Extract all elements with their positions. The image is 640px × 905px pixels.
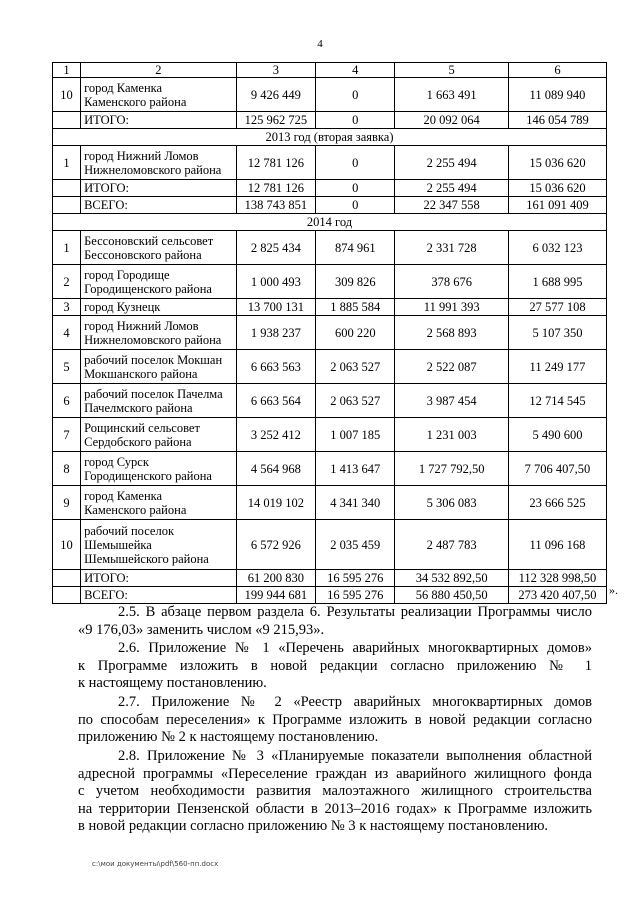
municipality-name-line: город Сурск [84, 454, 149, 469]
amount-cell: 1 663 491 [395, 78, 508, 112]
paragraph-line: приложению № 2 к настоящему постановлению. [78, 729, 379, 746]
table-row [53, 265, 607, 299]
amount-cell: 3 987 454 [395, 384, 508, 418]
total-row [53, 197, 607, 214]
paragraph-line: с учетом необходимости развития малоэтажного жилищного строительства [78, 783, 592, 800]
amount-cell: 0 [316, 112, 395, 129]
municipality-name-line: ВСЕГО: [84, 588, 128, 602]
amount-cell: 199 944 681 [236, 587, 315, 604]
header-cell: 1 [53, 63, 81, 78]
amount-cell: 16 595 276 [316, 587, 395, 604]
amount-cell: 11 089 940 [508, 78, 606, 112]
municipality-name-line: город Кузнецк [84, 300, 161, 314]
amount-cell: 125 962 725 [236, 112, 315, 129]
amount-cell: 1 938 237 [236, 316, 315, 350]
municipality-name-line: Мокшанского района [84, 366, 198, 381]
amount-cell: 22 347 558 [395, 197, 508, 214]
municipality-name [81, 197, 237, 214]
amount-cell: 12 781 126 [236, 146, 315, 180]
amount-cell: 34 532 892,50 [395, 570, 508, 587]
paragraph-line: 2.6. Приложение № 1 «Перечень аварийных многоквартирных домов» [118, 640, 592, 656]
row-number: 5 [53, 350, 81, 384]
row-number: 10 [53, 78, 81, 112]
municipality-name-line: рабочий поселок Пачелма [84, 386, 223, 401]
municipality-name-line: город Нижний Ломов [84, 318, 199, 333]
amount-cell: 11 249 177 [508, 350, 606, 384]
amount-cell: 1 688 995 [508, 265, 606, 299]
amount-cell: 2 255 494 [395, 180, 508, 197]
amount-cell: 12 714 545 [508, 384, 606, 418]
row-number [53, 197, 81, 214]
table-row [53, 452, 607, 486]
table-row [53, 231, 607, 265]
municipality-name [81, 265, 237, 299]
paragraph-line: к настоящему постановлению. [78, 675, 267, 692]
amount-cell: 874 961 [316, 231, 395, 265]
amount-cell: 1 727 792,50 [395, 452, 508, 486]
amount-cell: 2 063 527 [316, 350, 395, 384]
section-label: 2013 год (вторая заявка) [53, 129, 607, 146]
amount-cell: 161 091 409 [508, 197, 606, 214]
row-number: 4 [53, 316, 81, 350]
row-number [53, 587, 81, 604]
municipality-name [81, 486, 237, 520]
closing-quote: ». [609, 583, 618, 597]
table-row [53, 384, 607, 418]
municipality-name-line: город Нижний Ломов [84, 148, 199, 163]
amount-cell: 273 420 407,50 [508, 587, 606, 604]
amount-cell: 23 666 525 [508, 486, 606, 520]
amount-cell: 5 107 350 [508, 316, 606, 350]
municipality-name-line: ИТОГО: [84, 113, 130, 127]
amount-cell: 112 328 998,50 [508, 570, 606, 587]
row-number [53, 112, 81, 129]
municipality-name [81, 112, 237, 129]
municipality-name [81, 299, 237, 316]
header-cell: 3 [236, 63, 315, 78]
municipality-name-line: Городищенского района [84, 468, 212, 483]
amount-cell: 138 743 851 [236, 197, 315, 214]
municipality-name-line: ИТОГО: [84, 181, 130, 195]
section-label: 2014 год [53, 214, 607, 231]
section-row [53, 214, 607, 231]
municipality-name-line: город Городище [84, 267, 170, 282]
municipality-name [81, 180, 237, 197]
amount-cell: 56 880 450,50 [395, 587, 508, 604]
budget-table [52, 62, 607, 604]
municipality-name [81, 520, 237, 570]
municipality-name-line: Пачелмского района [84, 400, 193, 415]
municipality-name-line: город Каменка [84, 488, 163, 503]
header-cell: 6 [508, 63, 606, 78]
amount-cell: 15 036 620 [508, 146, 606, 180]
header-cell: 2 [81, 63, 237, 78]
row-number: 10 [53, 520, 81, 570]
amount-cell: 0 [316, 197, 395, 214]
table-row [53, 520, 607, 570]
paragraph-line: на территории Пензенской области в 2013–2016 годах» к Программе изложить [78, 800, 592, 817]
row-number: 3 [53, 299, 81, 316]
paragraph-line: в новой редакции согласно приложению № 3 к настоящему постановлению. [78, 818, 549, 835]
municipality-name [81, 316, 237, 350]
total-row [53, 587, 607, 604]
paragraph-line: «9 176,03» заменить числом «9 215,93». [78, 621, 325, 638]
row-number [53, 180, 81, 197]
municipality-name [81, 587, 237, 604]
municipality-name [81, 570, 237, 587]
amount-cell: 11 991 393 [395, 299, 508, 316]
amount-cell: 309 826 [316, 265, 395, 299]
municipality-name [81, 146, 237, 180]
paragraph-line: адресной программы «Переселение граждан из аварийного жилищного фонда [78, 765, 592, 782]
municipality-name-line: Бессоновского района [84, 247, 202, 262]
municipality-name [81, 384, 237, 418]
amount-cell: 15 036 620 [508, 180, 606, 197]
table-row [53, 418, 607, 452]
row-number [53, 570, 81, 587]
amount-cell: 6 663 563 [236, 350, 315, 384]
amount-cell: 1 413 647 [316, 452, 395, 486]
total-row [53, 180, 607, 197]
amount-cell: 5 490 600 [508, 418, 606, 452]
row-number: 2 [53, 265, 81, 299]
municipality-name-line: Нижнеломовского района [84, 162, 222, 177]
amount-cell: 2 522 087 [395, 350, 508, 384]
amount-cell: 2 487 783 [395, 520, 508, 570]
file-path-footer: c:\мои документы\pdf\560-пп.docx [92, 860, 219, 868]
municipality-name-line: Рощинский сельсовет [84, 420, 200, 435]
amount-cell: 2 255 494 [395, 146, 508, 180]
paragraph [78, 640, 592, 693]
municipality-name-line: Сердобского района [84, 434, 192, 449]
amount-cell: 14 019 102 [236, 486, 315, 520]
amount-cell: 27 577 108 [508, 299, 606, 316]
amount-cell: 20 092 064 [395, 112, 508, 129]
municipality-name-line: Шемышейка [84, 537, 152, 552]
paragraph [78, 604, 592, 639]
table-row [53, 78, 607, 112]
section-row [53, 129, 607, 146]
amount-cell: 61 200 830 [236, 570, 315, 587]
municipality-name [81, 350, 237, 384]
amount-cell: 5 306 083 [395, 486, 508, 520]
amount-cell: 2 063 527 [316, 384, 395, 418]
page-number: 4 [317, 38, 323, 50]
paragraph-line: к Программе изложить в новой редакции согласно приложению № 1 [78, 657, 592, 674]
amount-cell: 13 700 131 [236, 299, 315, 316]
total-row [53, 112, 607, 129]
amount-cell: 1 231 003 [395, 418, 508, 452]
amount-cell: 1 007 185 [316, 418, 395, 452]
amount-cell: 12 781 126 [236, 180, 315, 197]
municipality-name [81, 418, 237, 452]
table-row [53, 299, 607, 316]
amount-cell: 6 572 926 [236, 520, 315, 570]
amount-cell: 9 426 449 [236, 78, 315, 112]
total-row [53, 570, 607, 587]
municipality-name-line: Каменского района [84, 502, 187, 517]
header-cell: 5 [395, 63, 508, 78]
amount-cell: 4 564 968 [236, 452, 315, 486]
table-row [53, 350, 607, 384]
amount-cell: 4 341 340 [316, 486, 395, 520]
amount-cell: 16 595 276 [316, 570, 395, 587]
amount-cell: 6 032 123 [508, 231, 606, 265]
amount-cell: 378 676 [395, 265, 508, 299]
amount-cell: 2 825 434 [236, 231, 315, 265]
amount-cell: 0 [316, 146, 395, 180]
paragraph-line: 2.5. В абзаце первом раздела 6. Результаты реализации Программы число [118, 604, 592, 620]
amount-cell: 0 [316, 180, 395, 197]
paragraph [78, 694, 592, 747]
budget-table-body [53, 63, 607, 604]
municipality-name-line: Городищенского района [84, 281, 212, 296]
amount-cell: 1 000 493 [236, 265, 315, 299]
paragraph-line: по способам переселения» к Программе изложить в новой редакции согласно [78, 711, 592, 728]
paragraph-line: 2.7. Приложение № 2 «Реестр аварийных многоквартирных домов [118, 694, 592, 710]
paragraph-line: 2.8. Приложение № 3 «Планируемые показатели выполнения областной [118, 748, 592, 764]
amount-cell: 0 [316, 78, 395, 112]
row-number: 1 [53, 146, 81, 180]
amount-cell: 3 252 412 [236, 418, 315, 452]
row-number: 8 [53, 452, 81, 486]
amount-cell: 146 054 789 [508, 112, 606, 129]
row-number: 7 [53, 418, 81, 452]
amount-cell: 2 035 459 [316, 520, 395, 570]
municipality-name-line: ИТОГО: [84, 571, 130, 585]
table-header-row [53, 63, 607, 78]
amount-cell: 1 885 584 [316, 299, 395, 316]
amount-cell: 6 663 564 [236, 384, 315, 418]
amount-cell: 2 331 728 [395, 231, 508, 265]
table-row [53, 486, 607, 520]
amount-cell: 7 706 407,50 [508, 452, 606, 486]
municipality-name-line: Шемышейского района [84, 551, 209, 566]
municipality-name-line: Каменского района [84, 94, 187, 109]
paragraph [78, 748, 592, 836]
row-number: 1 [53, 231, 81, 265]
amount-cell: 2 568 893 [395, 316, 508, 350]
municipality-name-line: Бессоновский сельсовет [84, 233, 214, 248]
amount-cell: 600 220 [316, 316, 395, 350]
municipality-name-line: ВСЕГО: [84, 198, 128, 212]
municipality-name [81, 452, 237, 486]
municipality-name [81, 231, 237, 265]
municipality-name-line: город Каменка [84, 80, 163, 95]
municipality-name [81, 78, 237, 112]
table-row [53, 316, 607, 350]
municipality-name-line: рабочий поселок Мокшан [84, 352, 223, 367]
table-row [53, 146, 607, 180]
header-cell: 4 [316, 63, 395, 78]
municipality-name-line: Нижнеломовского района [84, 332, 222, 347]
row-number: 6 [53, 384, 81, 418]
row-number: 9 [53, 486, 81, 520]
amount-cell: 11 096 168 [508, 520, 606, 570]
municipality-name-line: рабочий поселок [84, 523, 175, 538]
